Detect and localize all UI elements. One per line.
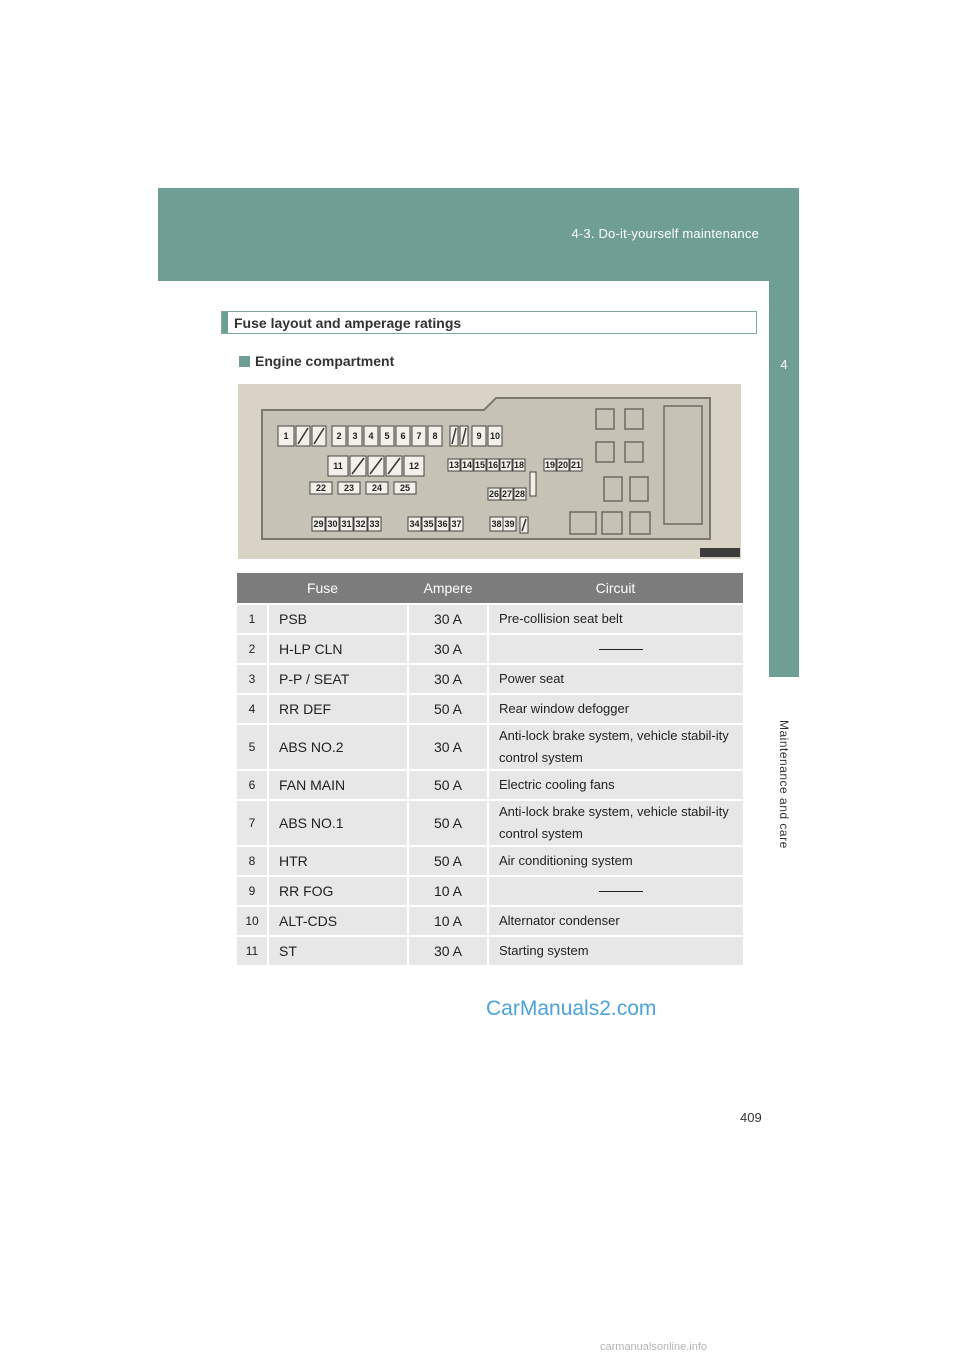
fuse-circuit: Air conditioning system <box>488 846 743 876</box>
fuse-slot <box>368 517 381 531</box>
fuse-name: RR DEF <box>268 694 408 724</box>
svg-text:17: 17 <box>500 460 512 470</box>
fuse-slot <box>544 459 556 471</box>
fuse-slot <box>310 482 332 494</box>
table-row <box>237 634 743 664</box>
table-row <box>237 906 743 936</box>
svg-text:29: 29 <box>313 519 324 529</box>
svg-text:32: 32 <box>355 519 366 529</box>
fuse-slot-spare <box>460 426 468 446</box>
side-tab-label: Maintenance and care <box>777 720 791 849</box>
fuse-number: 9 <box>237 876 268 906</box>
fuse-slot <box>474 459 486 471</box>
section-heading <box>221 311 757 334</box>
fuse-slot <box>396 426 410 446</box>
fuse-slot-spare <box>520 517 528 533</box>
fuse-number: 8 <box>237 846 268 876</box>
fuse-circuit: Alternator condenser <box>488 906 743 936</box>
table-row <box>237 800 743 846</box>
fuse-name: PSB <box>268 604 408 634</box>
side-tab <box>769 281 799 677</box>
fuse-slot <box>570 459 582 471</box>
svg-text:24: 24 <box>371 483 383 493</box>
fuse-name: FAN MAIN <box>268 770 408 800</box>
fuse-slot <box>326 517 339 531</box>
fuse-ampere: 30 A <box>408 634 488 664</box>
fuse-name: ABS NO.1 <box>268 800 408 846</box>
table-row <box>237 694 743 724</box>
fuse-slot <box>348 426 362 446</box>
fuse-circuit: Anti-lock brake system, vehicle stabil-ity control system <box>488 724 743 770</box>
fuse-slot <box>412 426 426 446</box>
section-title: Fuse layout and amperage ratings <box>234 315 462 331</box>
svg-text:10: 10 <box>489 431 501 441</box>
fuse-ampere: 30 A <box>408 664 488 694</box>
svg-text:22: 22 <box>315 483 327 493</box>
table-row <box>237 664 743 694</box>
fuse-name: ST <box>268 936 408 965</box>
fuse-slot <box>394 482 416 494</box>
svg-text:15: 15 <box>474 460 486 470</box>
fuse-slot <box>500 459 512 471</box>
fuse-slot <box>338 482 360 494</box>
subsection-heading <box>239 353 394 369</box>
svg-text:38: 38 <box>491 519 502 529</box>
fuse-slot <box>461 459 473 471</box>
svg-text:11: 11 <box>333 461 343 471</box>
fuse-ampere: 50 A <box>408 694 488 724</box>
fuse-name: ALT-CDS <box>268 906 408 936</box>
fuse-name: P-P / SEAT <box>268 664 408 694</box>
fuse-number: 1 <box>237 604 268 634</box>
svg-text:14: 14 <box>461 460 473 470</box>
fuse-slot <box>404 456 424 476</box>
fuse-slot <box>557 459 569 471</box>
svg-text:27: 27 <box>501 489 513 499</box>
fuse-slot <box>332 426 346 446</box>
fuse-slot <box>312 517 325 531</box>
footer-watermark: carmanualsonline.info <box>600 1341 708 1353</box>
svg-text:39: 39 <box>504 519 515 529</box>
fuse-slot-spare <box>386 456 402 476</box>
svg-text:28: 28 <box>514 489 526 499</box>
table-row <box>237 876 743 906</box>
fuse-slot <box>354 517 367 531</box>
svg-text:3: 3 <box>352 431 358 441</box>
svg-text:20: 20 <box>557 460 569 470</box>
fuse-circuit: Electric cooling fans <box>488 770 743 800</box>
fuse-number: 7 <box>237 800 268 846</box>
fuse-ampere: 10 A <box>408 906 488 936</box>
fuse-slot-spare <box>312 426 326 446</box>
fuse-number: 3 <box>237 664 268 694</box>
svg-text:21: 21 <box>570 460 582 470</box>
svg-text:37: 37 <box>451 519 462 529</box>
section-heading-bar <box>222 312 228 333</box>
page-number: 409 <box>740 1110 762 1125</box>
fuse-slot-spare <box>450 426 458 446</box>
svg-text:1: 1 <box>283 431 289 441</box>
fuse-slot <box>488 488 500 500</box>
fuse-number: 6 <box>237 770 268 800</box>
table-header-row <box>237 573 743 604</box>
fuse-ampere: 30 A <box>408 724 488 770</box>
fuse-slot <box>503 517 516 531</box>
fuse-slot <box>422 517 435 531</box>
svg-text:8: 8 <box>432 431 438 441</box>
fuse-box-diagram <box>238 384 741 559</box>
header-fuse: Fuse <box>237 573 408 604</box>
fuse-slot <box>488 426 502 446</box>
fuse-slot <box>278 426 294 446</box>
fuse-name: H-LP CLN <box>268 634 408 664</box>
svg-text:31: 31 <box>341 519 352 529</box>
fuse-ampere: 50 A <box>408 846 488 876</box>
fuse-ampere: 30 A <box>408 604 488 634</box>
svg-text:16: 16 <box>487 460 499 470</box>
svg-text:36: 36 <box>437 519 448 529</box>
fuse-slot <box>364 426 378 446</box>
fuse-name: HTR <box>268 846 408 876</box>
svg-text:19: 19 <box>544 460 556 470</box>
watermark: CarManuals2.com <box>486 997 657 1020</box>
fuse-slot-spare <box>350 456 366 476</box>
fuse-slot <box>328 456 348 476</box>
fuse-ampere: 30 A <box>408 936 488 965</box>
no-circuit-dash <box>599 649 643 650</box>
header-ampere: Ampere <box>408 573 488 604</box>
table-row <box>237 846 743 876</box>
fuse-number: 5 <box>237 724 268 770</box>
header-band <box>158 188 799 281</box>
fuse-slot <box>408 517 421 531</box>
fuse-slot <box>501 488 513 500</box>
table-row <box>237 936 743 965</box>
svg-text:34: 34 <box>409 519 420 529</box>
svg-text:12: 12 <box>408 461 420 471</box>
fuse-slot <box>490 517 503 531</box>
fuse-ampere: 50 A <box>408 770 488 800</box>
fuse-slot <box>448 459 460 471</box>
square-bullet-icon <box>239 356 250 367</box>
fuse-ampere: 10 A <box>408 876 488 906</box>
svg-text:35: 35 <box>423 519 434 529</box>
fuse-slot <box>340 517 353 531</box>
subsection-title: Engine compartment <box>255 353 395 369</box>
svg-text:2: 2 <box>336 431 342 441</box>
fuse-circuit <box>488 876 743 906</box>
svg-text:26: 26 <box>488 489 500 499</box>
no-circuit-dash <box>599 891 643 892</box>
table-row <box>237 770 743 800</box>
fuse-slot <box>428 426 442 446</box>
fuse-slot <box>514 488 526 500</box>
fuse-number: 10 <box>237 906 268 936</box>
svg-text:33: 33 <box>369 519 380 529</box>
fuse-circuit: Rear window defogger <box>488 694 743 724</box>
fuse-slot <box>472 426 486 446</box>
fuse-circuit: Starting system <box>488 936 743 965</box>
side-tab-number: 4 <box>780 357 788 372</box>
header-circuit: Circuit <box>488 573 743 604</box>
header-section-title: 4-3. Do-it-yourself maintenance <box>571 226 759 241</box>
svg-text:6: 6 <box>400 431 406 441</box>
fuse-slot-relay <box>530 472 536 496</box>
svg-text:23: 23 <box>343 483 355 493</box>
fuse-circuit: Power seat <box>488 664 743 694</box>
svg-text:30: 30 <box>327 519 338 529</box>
fuse-slot <box>513 459 525 471</box>
fuse-circuit: Pre-collision seat belt <box>488 604 743 634</box>
fuse-number: 11 <box>237 936 268 965</box>
fuse-circuit <box>488 634 743 664</box>
svg-text:7: 7 <box>416 431 422 441</box>
svg-text:5: 5 <box>384 431 390 441</box>
fuse-slot <box>436 517 449 531</box>
fuse-slot <box>366 482 388 494</box>
table-row <box>237 724 743 770</box>
fuse-slot <box>380 426 394 446</box>
fuse-ampere: 50 A <box>408 800 488 846</box>
svg-text:25: 25 <box>399 483 411 493</box>
svg-text:13: 13 <box>448 460 460 470</box>
fuse-circuit: Anti-lock brake system, vehicle stabil-ity control system <box>488 800 743 846</box>
fuse-table <box>237 573 743 965</box>
svg-text:18: 18 <box>513 460 525 470</box>
fuse-slot <box>487 459 499 471</box>
fuse-slot-spare <box>296 426 310 446</box>
fuse-number: 4 <box>237 694 268 724</box>
svg-text:4: 4 <box>368 431 374 441</box>
table-row <box>237 604 743 634</box>
fuse-name: RR FOG <box>268 876 408 906</box>
fuse-number: 2 <box>237 634 268 664</box>
fuse-slot <box>450 517 463 531</box>
fuse-name: ABS NO.2 <box>268 724 408 770</box>
fuse-slot-spare <box>368 456 384 476</box>
svg-text:9: 9 <box>476 431 482 441</box>
